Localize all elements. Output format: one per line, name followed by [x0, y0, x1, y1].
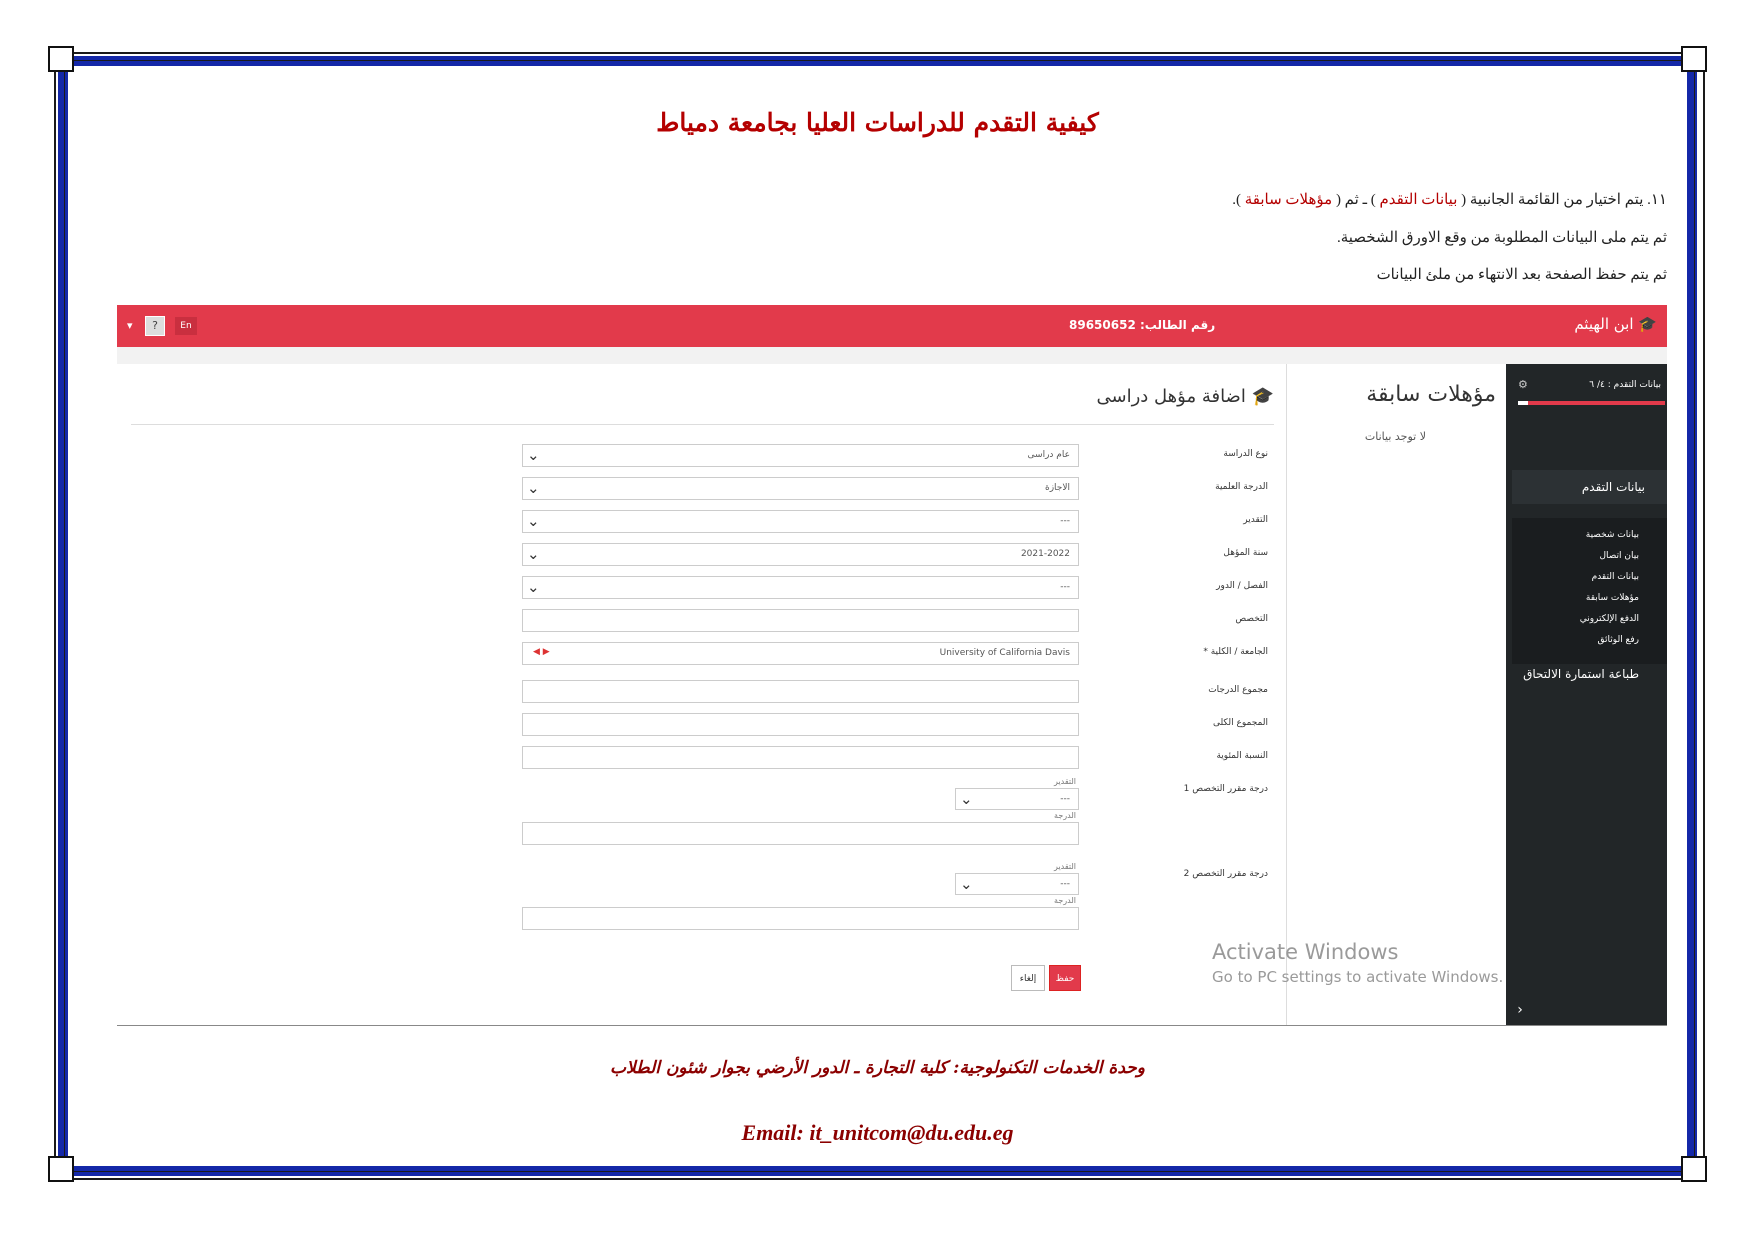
footer-email: Email: it_unitcom@du.edu.eg — [741, 1120, 1014, 1145]
specialization-input[interactable] — [522, 609, 1079, 632]
frame-corner-tl — [48, 46, 74, 72]
divider — [131, 424, 1274, 425]
sidebar-toggle-icon[interactable]: › — [1517, 1002, 1523, 1018]
sidebar-sub-item[interactable]: بيانات شخصية — [1585, 530, 1639, 540]
chevron-down-icon: ⌄ — [527, 479, 540, 497]
sidebar-sub-item[interactable]: الدفع الإلكتروني — [1579, 614, 1639, 624]
label-term: الفصل / الدور — [1216, 581, 1268, 591]
user-avatar-icon[interactable]: ? — [145, 316, 165, 336]
course-1-mark-input[interactable] — [522, 822, 1079, 845]
label-degree: الدرجة العلمية — [1215, 482, 1268, 492]
university-input[interactable]: University of California Davis ◀ ▶ — [522, 642, 1079, 665]
activate-windows-title: Activate Windows — [1212, 940, 1399, 964]
label-study-type: نوع الدراسة — [1223, 449, 1268, 459]
sidebar-sub-item[interactable]: رفع الوثائق — [1597, 635, 1639, 645]
chevron-down-icon: ⌄ — [527, 446, 540, 464]
course-1-grade-select[interactable]: --- ⌄ — [955, 788, 1079, 810]
label-university: الجامعة / الكلية * — [1203, 647, 1268, 657]
gear-icon[interactable]: ⚙ — [1518, 378, 1528, 391]
progress-label: بيانات التقدم : ٤/ ٦ — [1589, 380, 1661, 390]
instruction-line-3: ثم يتم حفظ الصفحة بعد الانتهاء من ملئ البيانات — [1376, 267, 1667, 283]
sidebar-item-application-data[interactable]: بيانات التقدم — [1512, 470, 1667, 504]
document-title: كيفية التقدم للدراسات العليا بجامعة دمياط — [656, 108, 1099, 137]
sidebar — [1506, 364, 1667, 1025]
add-qualification-form — [117, 364, 1286, 1025]
total-marks-input[interactable] — [522, 680, 1079, 703]
activate-windows-subtitle: Go to PC settings to activate Windows. — [1212, 968, 1504, 986]
year-select[interactable]: 2021-2022 ⌄ — [522, 543, 1079, 566]
chevron-down-icon: ⌄ — [960, 875, 973, 893]
label-grade: التقدير — [1243, 515, 1268, 525]
language-button[interactable]: En — [175, 317, 197, 335]
previous-qualifications-title: مؤهلات سابقة — [1366, 382, 1496, 407]
divider — [117, 1025, 1667, 1026]
grade-select[interactable]: --- ⌄ — [522, 510, 1079, 533]
student-number: رقم الطالب: 89650652 — [1069, 318, 1216, 332]
top-navbar — [117, 305, 1667, 347]
brand[interactable]: 🎓 ابن الهيثم — [1574, 315, 1657, 333]
grand-total-input[interactable] — [522, 713, 1079, 736]
course-1-mark-caption: الدرجة — [1054, 811, 1076, 820]
no-data-text: لا توجد بيانات — [1364, 430, 1426, 443]
progress-bar — [1518, 401, 1665, 405]
form-title: 🎓 اضافة مؤهل دراسى — [1096, 386, 1274, 407]
progress-bar-fill — [1528, 401, 1665, 405]
course-2-mark-caption: الدرجة — [1054, 896, 1076, 905]
app-screenshot — [117, 305, 1667, 1025]
term-select[interactable]: --- ⌄ — [522, 576, 1079, 599]
percentage-input[interactable] — [522, 746, 1079, 769]
chevron-down-icon: ⌄ — [527, 578, 540, 596]
sidebar-sub-item-active[interactable]: مؤهلات سابقة — [1585, 593, 1639, 603]
sidebar-item-print-form[interactable]: طباعة استمارة الالتحاق — [1523, 667, 1639, 681]
course-2-grade-caption: التقدير — [1054, 862, 1076, 871]
scroll-arrows-icon[interactable]: ◀ ▶ — [533, 647, 550, 657]
label-percentage: النسبة المئوية — [1216, 751, 1268, 761]
label-grand-total: المجموع الكلى — [1212, 718, 1268, 728]
frame-corner-br — [1681, 1156, 1707, 1182]
chevron-down-icon: ⌄ — [960, 790, 973, 808]
label-specialization: التخصص — [1235, 614, 1268, 624]
chevron-down-icon: ⌄ — [527, 512, 540, 530]
instruction-line-2: ثم يتم ملى البيانات المطلوبة من وقع الاورق الشخصية. — [1336, 230, 1667, 246]
study-type-select[interactable]: عام دراسى ⌄ — [522, 444, 1079, 467]
label-course-2: درجة مقرر التخصص 2 — [1183, 869, 1268, 879]
instruction-line-1: ١١. يتم اختيار من القائمة الجانبية ( بيانات التقدم ) ـ ثم ( مؤهلات سابقة ). — [1232, 192, 1667, 208]
sidebar-sub-item[interactable]: بيان اتصال — [1599, 551, 1639, 561]
course-1-grade-caption: التقدير — [1054, 777, 1076, 786]
course-2-mark-input[interactable] — [522, 907, 1079, 930]
label-year: سنة المؤهل — [1223, 548, 1268, 558]
user-menu-caret[interactable]: ▾ — [127, 319, 133, 332]
chevron-down-icon: ⌄ — [527, 545, 540, 563]
cancel-button[interactable]: إلغاء — [1011, 965, 1045, 991]
footer-address: وحدة الخدمات التكنولوجية: كلية التجارة ـ الدور الأرضي بجوار شئون الطلاب — [610, 1058, 1145, 1078]
degree-select[interactable]: الاجازة ⌄ — [522, 477, 1079, 500]
label-course-1: درجة مقرر التخصص 1 — [1183, 784, 1268, 794]
save-button[interactable]: حفظ — [1049, 965, 1081, 991]
previous-qualifications-panel — [1286, 364, 1506, 1025]
frame-corner-bl — [48, 1156, 74, 1182]
sidebar-sub-item[interactable]: بيانات التقدم — [1591, 572, 1639, 582]
graduation-cap-icon: 🎓 — [1638, 315, 1657, 333]
course-2-grade-select[interactable]: --- ⌄ — [955, 873, 1079, 895]
frame-corner-tr — [1681, 46, 1707, 72]
graduation-cap-icon: 🎓 — [1251, 386, 1274, 407]
label-total-marks: مجموع الدرجات — [1208, 685, 1268, 695]
